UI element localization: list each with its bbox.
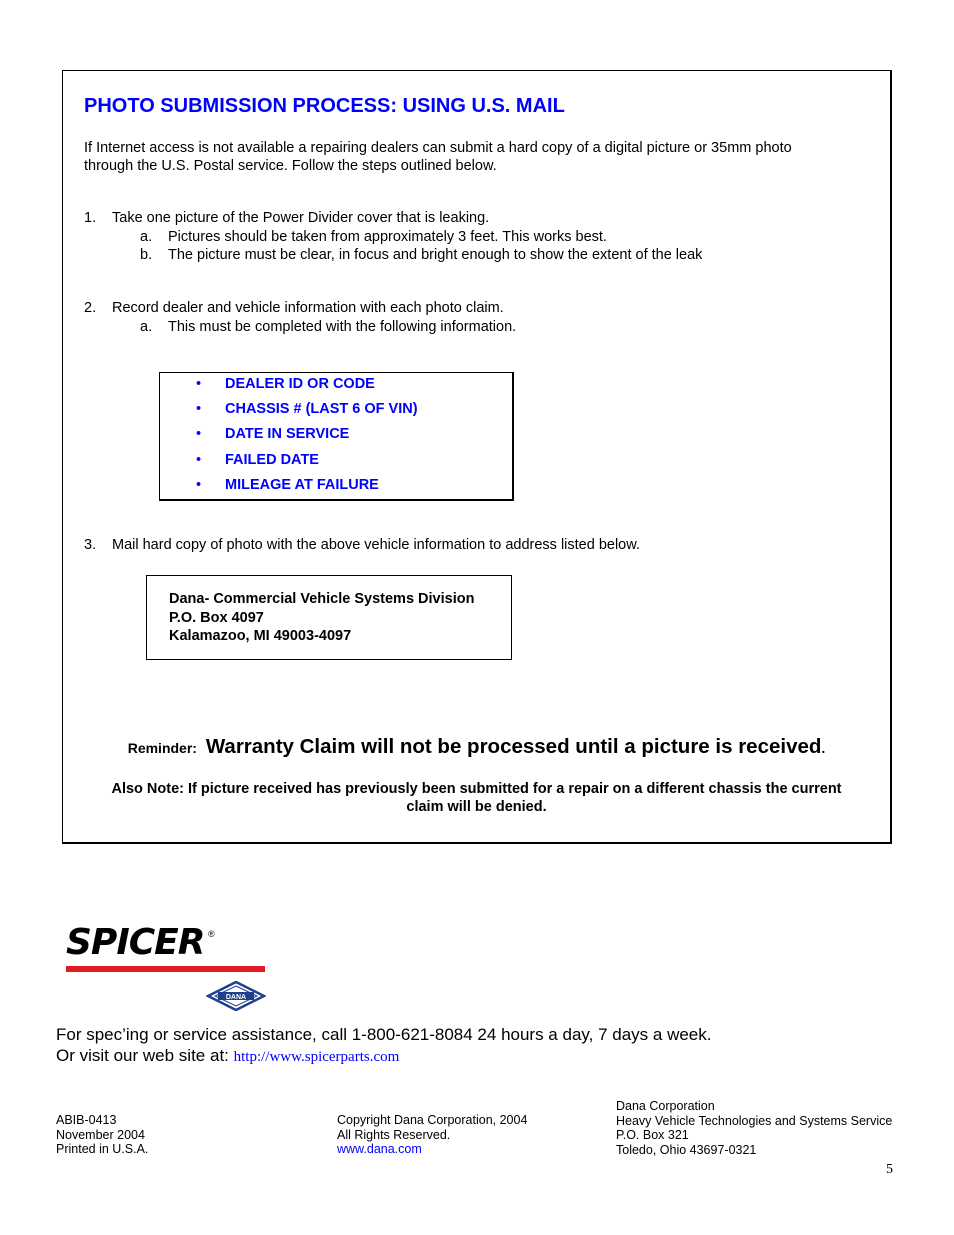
address-line: Kalamazoo, MI 49003-4097 [169,628,352,644]
list-item [196,424,418,449]
bullet-icon: • [196,451,202,468]
registered-mark: ® [208,929,215,939]
list-item [196,475,418,500]
bullet-icon: • [196,476,202,493]
address-line: Dana- Commercial Vehicle Systems Division [169,591,475,607]
step-1 [84,209,489,227]
step-number: 1. [84,210,97,226]
reminder [62,735,891,759]
info-item-label: MILEAGE AT FAILURE [225,476,379,493]
list-item [196,399,418,424]
step-number: 3. [84,537,97,553]
footer-right [616,1099,892,1157]
reminder-period: . [821,740,826,756]
sub-text: This must be completed with the following information. [168,319,517,335]
step-1a [140,228,607,246]
step-text: Record dealer and vehicle information with each photo claim. [112,300,504,316]
bullet-icon: • [196,376,202,392]
info-item-label: CHASSIS # (LAST 6 OF VIN) [225,401,418,418]
footer-rights: All Rights Reserved. [337,1127,451,1142]
mailing-address [169,590,474,646]
step-3 [84,536,640,554]
contact-line: For spec’ing or service assistance, call 1-800-621-8084 24 hours a day, 7 days a week. [56,1025,712,1044]
spicer-logo: SPICER [66,922,205,963]
reminder-text: Warranty Claim will not be processed until a picture is received [205,735,822,758]
bullet-icon: • [196,426,202,443]
section-title: PHOTO SUBMISSION PROCESS: USING U.S. MAIL [84,95,565,117]
step-number: 2. [84,300,97,316]
dana-logo-icon [206,981,266,1011]
page-number: 5 [886,1162,893,1177]
footer-printed: Printed in U.S.A. [56,1142,149,1156]
list-item [196,374,418,399]
footer-division: Heavy Vehicle Technologies and Systems Service [616,1113,893,1128]
step-2 [84,299,504,317]
logo-red-bar [66,966,265,972]
website-prefix: Or visit our web site at: [56,1046,234,1065]
required-info-box [159,372,514,501]
info-item-label: DATE IN SERVICE [225,426,350,443]
mailing-address-box [146,575,512,660]
bullet-icon: • [196,401,202,418]
info-item-label: FAILED DATE [225,451,319,468]
footer-dana-link[interactable]: www.dana.com [337,1142,422,1156]
footer-copyright: Copyright Dana Corporation, 2004 [337,1113,528,1127]
website-link[interactable]: http://www.spicerparts.com [233,1049,400,1065]
required-info-list [196,374,418,500]
footer-pobox: P.O. Box 321 [616,1128,689,1142]
step-1b [140,246,702,264]
intro-line: through the U.S. Postal service. Follow the steps outlined below. [84,158,497,174]
sub-letter: a. [140,319,153,335]
footer-left [56,1113,148,1157]
step-text: Mail hard copy of photo with the above vehicle information to address listed below. [112,537,640,553]
reminder-label: Reminder: [127,740,197,756]
sub-text: The picture must be clear, in focus and bright enough to show the extent of the leak [168,247,703,263]
footer-city: Toledo, Ohio 43697-0321 [616,1142,757,1157]
footer-company: Dana Corporation [616,1099,715,1113]
also-note-line: claim will be denied. [406,799,547,815]
sub-text: Pictures should be taken from approximately 3 feet. This works best. [168,229,607,245]
sub-letter: a. [140,229,153,245]
website-line [56,1046,399,1066]
footer-middle [337,1113,527,1157]
intro-paragraph [84,139,874,175]
step-2a [140,318,516,336]
intro-line: If Internet access is not available a repairing dealers can submit a hard copy of a digital picture or 35mm photo [84,140,792,156]
also-note-line: Also Note: If picture received has previously been submitted for a repair on a different chassis the current [111,781,842,797]
footer-date: November 2004 [56,1127,145,1142]
step-text: Take one picture of the Power Divider cover that is leaking. [112,210,490,226]
sub-letter: b. [140,247,153,263]
info-item-label: DEALER ID OR CODE [225,376,375,392]
address-line: P.O. Box 4097 [169,609,264,626]
also-note [78,780,875,816]
dana-logo-text: DANA [225,993,247,1001]
footer-doc-number: ABIB-0413 [56,1113,117,1127]
list-item [196,450,418,475]
